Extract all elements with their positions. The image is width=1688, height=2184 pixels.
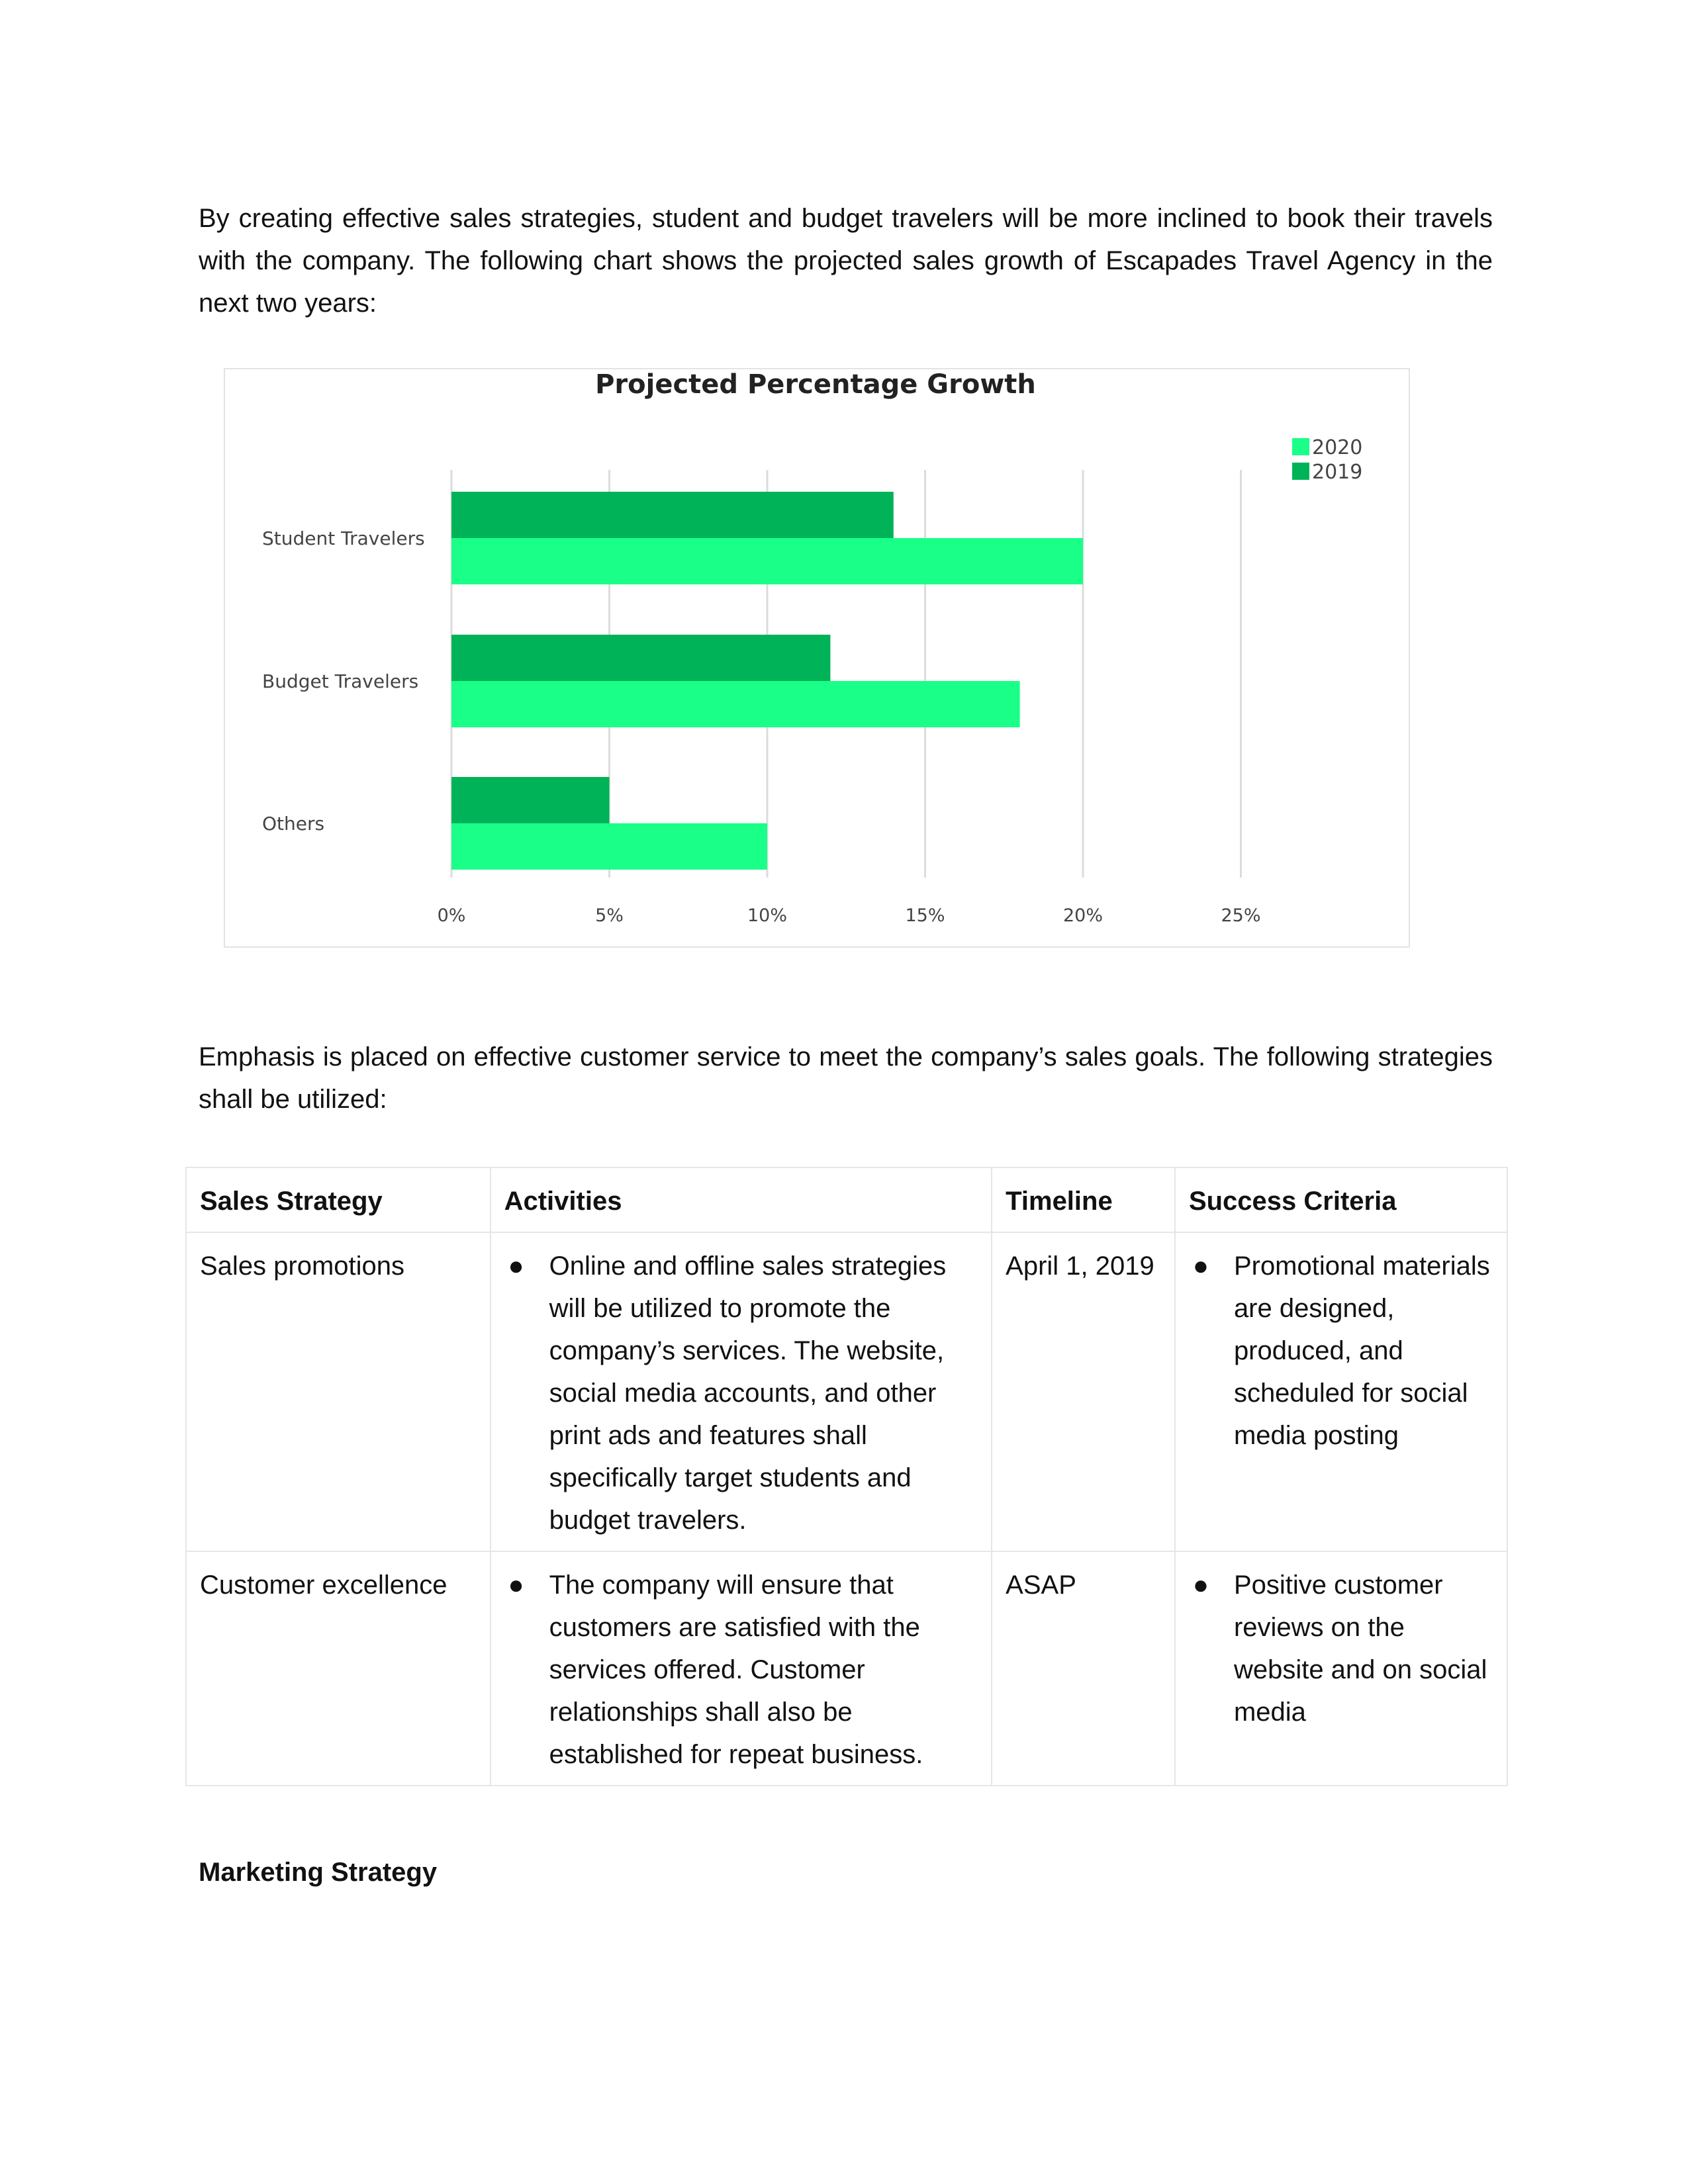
marketing-strategy-heading: Marketing Strategy	[199, 1858, 438, 1887]
list-item	[504, 1245, 978, 1541]
list-item	[504, 1564, 978, 1776]
bar-2020	[451, 681, 1020, 727]
x-tick-label: 10%	[747, 905, 788, 926]
x-tick-label: 25%	[1221, 905, 1261, 926]
category-label: Budget Travelers	[262, 670, 419, 692]
x-tick-label: 5%	[595, 905, 624, 926]
growth-chart	[224, 368, 1410, 948]
list-item	[1189, 1564, 1493, 1733]
legend-label: 2019	[1312, 461, 1363, 484]
bar-2019	[451, 492, 894, 538]
x-tick-label: 15%	[905, 905, 945, 926]
header-success-criteria: Success Criteria	[1175, 1167, 1507, 1232]
bullet-icon: ●	[508, 1251, 524, 1281]
cell-timeline: ASAP	[992, 1551, 1175, 1786]
table-header-row	[186, 1167, 1507, 1232]
bullet-icon: ●	[1192, 1251, 1209, 1281]
bullet-icon: ●	[508, 1570, 524, 1600]
category-label: Others	[262, 813, 325, 835]
header-sales-strategy: Sales Strategy	[186, 1167, 491, 1232]
cell-strategy: Customer excellence	[186, 1551, 491, 1786]
chart-title: Projected Percentage Growth	[595, 369, 1036, 400]
activity-text: The company will ensure that customers are satisfied with the services offered. Customer relationships shall also be established for repeat business.	[549, 1570, 923, 1769]
legend-swatch	[1292, 438, 1309, 455]
bar-2020	[451, 538, 1083, 584]
x-tick-label: 0%	[437, 905, 466, 926]
cell-strategy: Sales promotions	[186, 1232, 491, 1551]
category-label: Student Travelers	[262, 527, 425, 549]
cell-criteria	[1175, 1551, 1507, 1786]
criteria-text: Positive customer reviews on the website and on social media	[1233, 1570, 1487, 1727]
header-timeline: Timeline	[992, 1167, 1175, 1232]
cell-criteria	[1175, 1232, 1507, 1551]
x-tick-label: 20%	[1062, 905, 1103, 926]
table-row	[186, 1551, 1507, 1786]
cell-timeline: April 1, 2019	[992, 1232, 1175, 1551]
criteria-text: Promotional materials are designed, produced, and scheduled for social media posting	[1233, 1251, 1490, 1450]
legend-label: 2020	[1312, 436, 1363, 459]
bar-2019	[451, 777, 610, 823]
activity-text: Online and offline sales strategies will be utilized to promote the company’s services. The website, social media accounts, and other print ads and features shall specifically target students and budget travelers.	[549, 1251, 947, 1535]
table-row	[186, 1232, 1507, 1551]
bar-2020	[451, 823, 767, 870]
sales-strategy-table	[185, 1167, 1508, 1786]
growth-chart-svg	[225, 369, 1409, 946]
bar-2019	[451, 635, 830, 681]
bullet-icon: ●	[1192, 1570, 1209, 1600]
list-item	[1189, 1245, 1493, 1457]
cell-activities	[491, 1232, 992, 1551]
header-activities: Activities	[491, 1167, 992, 1232]
strategy-paragraph: Emphasis is placed on effective customer service to meet the company’s sales goals. The following strategies shall be utilized:	[199, 1042, 1493, 1114]
intro-paragraph: By creating effective sales strategies, student and budget travelers will be more inclined to book their travels with the company. The following chart shows the projected sales growth of Escapades Travel Agency in the next two years:	[199, 204, 1493, 318]
cell-activities	[491, 1551, 992, 1786]
legend-swatch	[1292, 463, 1309, 480]
